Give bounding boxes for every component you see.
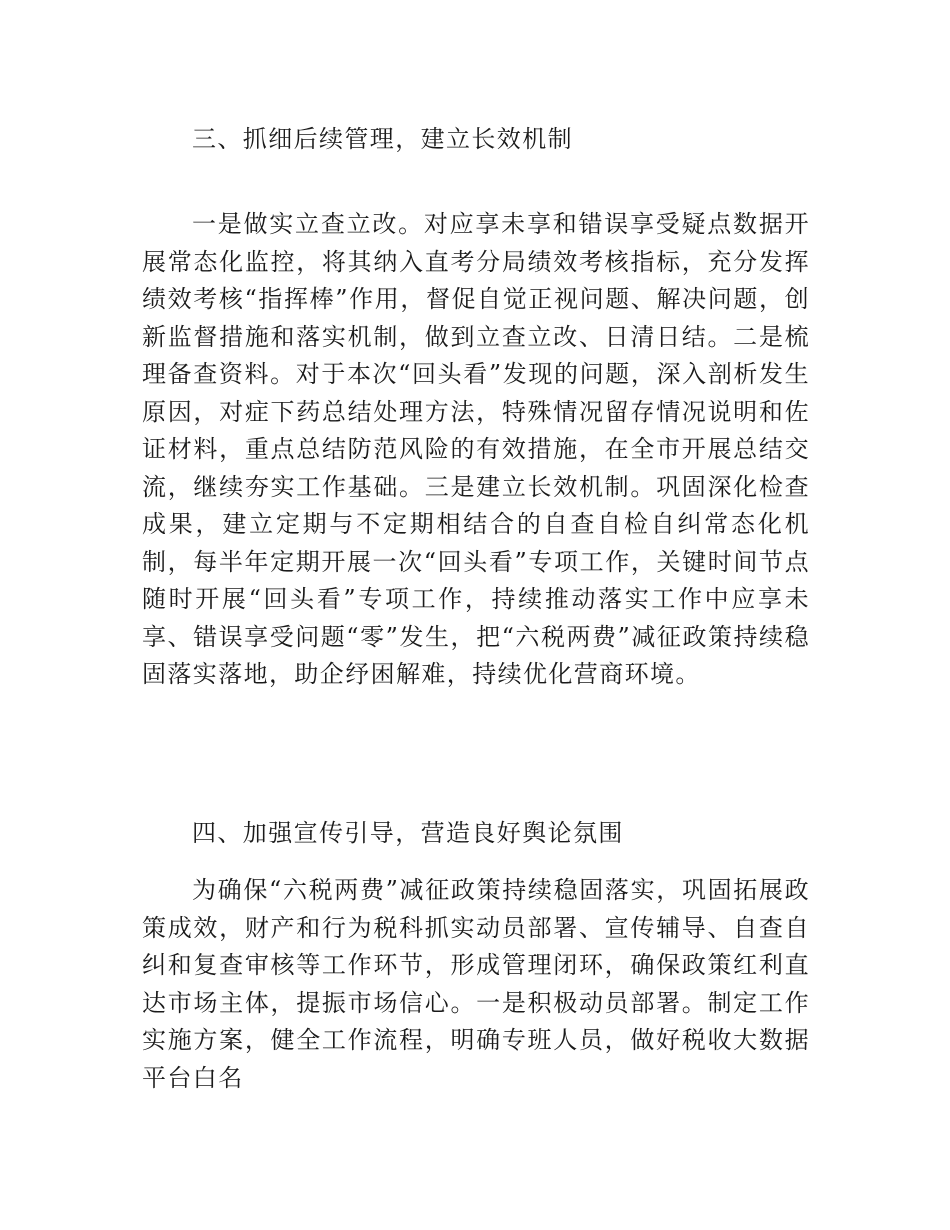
section-3-heading: 三、抓细后续管理，建立长效机制	[192, 125, 573, 153]
section-3-paragraph: 一是做实立查立改。对应享未享和错误享受疑点数据开展常态化监控，将其纳入直考分局绩效考核指标，充分发挥绩效考核“指挥棒”作用，督促自觉正视问题、解决问题，创新监督措施和落实机制，做到立查立改、日清日结。二是梳理备查资料。对于本次“回头看”发现的问题，深入剖析发生原因，对症下药总结处理方法，特殊情况留存情况说明和佐证材料，重点总结防范风险的有效措施，在全市开展总结交流，继续夯实工作基础。三是建立长效机制。巩固深化检查成果，建立定期与不定期相结合的自查自检自纠常态化机制，每半年定期开展一次“回头看”专项工作，关键时间节点随时开展“回头看”专项工作，持续推动落实工作中应享未享、错误享受问题“零”发生，把“六税两费”减征政策持续稳固落实落地，助企纾困解难，持续优化营商环境。	[142, 210, 810, 688]
section-4-heading: 四、加强宣传引导，营造良好舆论氛围	[192, 819, 624, 847]
section-4-paragraph: 为确保“六税两费”减征政策持续稳固落实，巩固拓展政策成效，财产和行为税科抓实动员部署、宣传辅导、自查自纠和复查审核等工作环节，形成管理闭环，确保政策红利直达市场主体，提振市场信心。一是积极动员部署。制定工作实施方案，健全工作流程，明确专班人员，做好税收大数据平台白名	[142, 876, 810, 1092]
